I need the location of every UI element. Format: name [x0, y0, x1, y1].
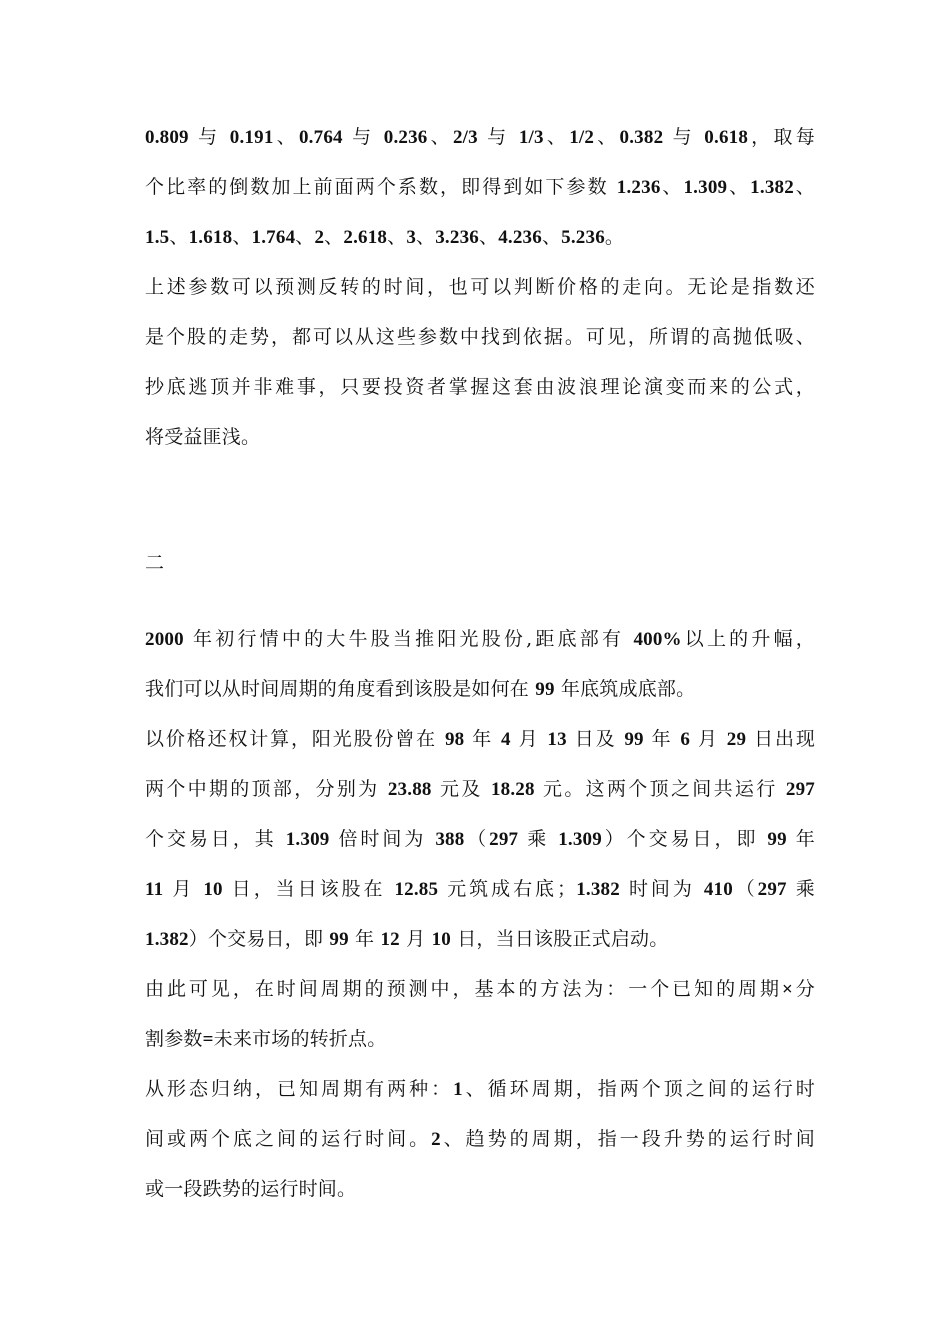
paragraph-parameters-usage [145, 262, 815, 462]
text-line: 从形态归纳，已知周期有两种：1、循环周期，指两个顶之间的运行时 [145, 1078, 815, 1100]
paragraph-cycle-types [145, 1064, 815, 1214]
text-line: 11 月 10 日，当日该股在 12.85 元筑成右底；1.382 时间为 410（297 乘 [145, 878, 815, 900]
spacer [145, 588, 815, 614]
document-page [145, 112, 815, 1214]
paragraph-ratios [145, 112, 815, 262]
text-line: 或一段跌势的运行时间。 [145, 1178, 357, 1200]
text-line: 由此可见，在时间周期的预测中，基本的方法为：一个已知的周期×分 [145, 978, 815, 1000]
text-line: 割参数=未来市场的转折点。 [145, 1028, 387, 1050]
text-line: 个交易日，其 1.309 倍时间为 388（297 乘 1.309）个交易日，即 99 年 [145, 828, 816, 850]
paragraph-example-calculation [145, 714, 815, 964]
paragraph-example-intro [145, 614, 815, 714]
text-line: 1.382）个交易日，即 99 年 12 月 10 日，当日该股正式启动。 [145, 928, 669, 950]
text-line: 两个中期的顶部，分别为 23.88 元及 18.28 元。这两个顶之间共运行 297 [145, 778, 815, 800]
section-heading: 二 [145, 552, 165, 574]
text-line: 将受益匪浅。 [145, 426, 261, 448]
paragraph-method [145, 964, 815, 1064]
spacer [145, 462, 815, 538]
text-line: 1.5、1.618、1.764、2、2.618、3、3.236、4.236、5.236。 [145, 226, 625, 248]
text-line: 0.809 与 0.191、0.764 与 0.236、2/3 与 1/3、1/2、0.382 与 0.618，取每 [145, 126, 815, 148]
text-line: 2000 年初行情中的大牛股当推阳光股份,距底部有 400%以上的升幅， [145, 628, 815, 650]
text-line: 是个股的走势，都可以从这些参数中找到依据。可见，所谓的高抛低吸、 [145, 326, 815, 348]
text-line: 我们可以从时间周期的角度看到该股是如何在 99 年底筑成底部。 [145, 678, 696, 700]
text-line: 间或两个底之间的运行时间。2、趋势的周期，指一段升势的运行时间 [145, 1128, 815, 1150]
text-line: 抄底逃顶并非难事，只要投资者掌握这套由波浪理论演变而来的公式， [145, 376, 815, 398]
text-line: 上述参数可以预测反转的时间，也可以判断价格的走向。无论是指数还 [145, 276, 815, 298]
text-line: 以价格还权计算，阳光股份曾在 98 年 4 月 13 日及 99 年 6 月 29 日出现 [145, 728, 816, 750]
text-line: 个比率的倒数加上前面两个系数，即得到如下参数 1.236、1.309、1.382、 [145, 176, 815, 198]
